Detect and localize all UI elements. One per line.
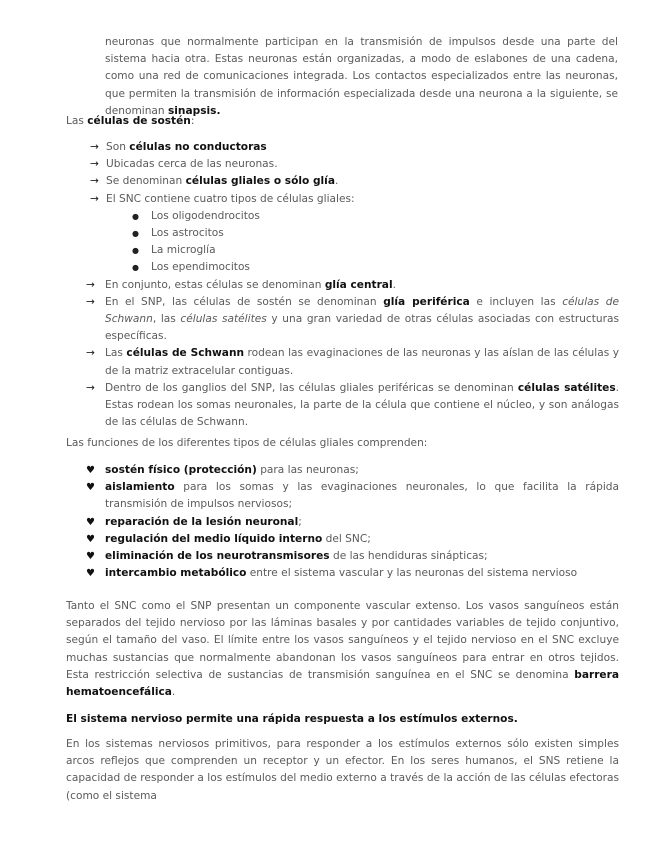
list-item: ♥ sostén físico (protección) para las neuronas; — [66, 462, 619, 479]
bullet-icon: ● — [132, 211, 139, 221]
list-item: → En conjunto, estas células se denominan glía central. — [66, 277, 619, 294]
heart-icon: ♥ — [86, 551, 95, 563]
list-item: ♥ aislamiento para los somas y las evaginaciones neuronales, lo que facilita la rápida transmisión de impulsos nerviosos; — [86, 481, 619, 511]
heart-icon: ♥ — [86, 465, 95, 476]
list-item: → Son células no conductoras — [66, 139, 619, 156]
glial-types-container — [66, 208, 619, 277]
list-item: ♥ intercambio metabólico entre el sistema vascular y las neuronas del sistema nervioso — [66, 565, 619, 582]
arrow-icon: → — [86, 278, 95, 291]
closing-paragraph: En los sistemas nerviosos primitivos, para responder a los estímulos externos sólo existen simples arcos reflejos que comprenden un receptor y un efector. En los seres humanos, el SNS retiene la capacidad de responder a los estímulos del medio externo a través de la acción de las células efectoras (como el sistema — [66, 738, 619, 802]
list-item: → Dentro de los ganglios del SNP, las células gliales periféricas se denominan células satélites. Estas rodean los somas neuronales, la parte de la célula que contiene el núcleo, y son análogas de las células de Schwann. — [86, 381, 620, 429]
list-item: ● Los oligodendrocitos — [66, 208, 619, 225]
list-item: ♥ reparación de la lesión neuronal; — [66, 514, 619, 531]
heart-icon: ♥ — [86, 568, 95, 580]
bullet-icon: ● — [132, 246, 139, 256]
heart-icon: ♥ — [86, 482, 95, 494]
arrow-icon: → — [86, 381, 95, 394]
term-barrera-hematoencefalica: barrera hematoencefálica — [66, 668, 619, 699]
term-sinapsis: sinapsis. — [168, 104, 221, 117]
list-item: → Las células de Schwann rodean las evaginaciones de las neuronas y las aíslan de las células y de la matriz extracelular contiguas. — [86, 347, 620, 377]
intro-paragraph — [105, 34, 618, 120]
list-item: ● Los astrocitos — [66, 225, 619, 242]
arrow-icon: → — [90, 175, 99, 188]
list-item: → Se denominan células gliales o sólo glía. — [66, 173, 619, 190]
functions-heading: Las funciones de los diferentes tipos de células gliales comprenden: — [66, 437, 428, 449]
arrow-icon: → — [90, 192, 99, 205]
heart-icon: ♥ — [86, 533, 95, 545]
intro-text: neuronas que normalmente participan en la transmisión de impulsos desde una parte del sistema hacia otra. Estas neuronas están organizadas, a modo de eslabones de una cadena, como una red de comunicaciones integrada. Los contactos especializados entre las neuronas, que permiten la transmisión de información especializada desde una neurona a la siguiente, se denominan — [105, 36, 618, 117]
list-item: ♥ eliminación de los neurotransmisores de las hendiduras sinápticas; — [66, 548, 619, 565]
list-item: → Ubicadas cerca de las neuronas. — [66, 156, 619, 173]
bullet-icon: ● — [132, 263, 139, 273]
term-celulas-sosten: células de sostén — [87, 115, 191, 127]
functions-list — [66, 462, 619, 582]
arrow-icon: → — [86, 295, 95, 308]
section-subtitle: El sistema nervioso permite una rápida respuesta a los estímulos externos. — [66, 713, 518, 725]
list-item: → En el SNP, las células de sostén se denominan glía periférica e incluyen las células de Schwann, las células satélites y una gran variedad de otras células asociadas con estructuras específicas. — [86, 295, 619, 343]
bullet-icon: ● — [132, 229, 139, 239]
list-item: ♥ regulación del medio líquido interno del SNC; — [66, 531, 619, 548]
arrow-icon: → — [90, 141, 99, 153]
vascular-paragraph: Tanto el SNC como el SNP presentan un componente vascular extenso. Los vasos sanguíneos están separados del tejido nervioso por las láminas basales y por cantidades variables de tejido conjuntivo, según el tamaño del vaso. El límite entre los vasos sanguíneos y el tejido nervioso en el SNC excluye muchas sustancias que normalmente abandonan los vasos sanguíneos para entrar en otros tejidos. Esta restricción selectiva de sustancias de transmisión sanguínea en el SNC se denomina barrera hematoencefálica. — [66, 600, 619, 699]
list-item: → El SNC contiene cuatro tipos de células gliales: — [66, 191, 619, 208]
arrow-icon: → — [86, 347, 95, 360]
support-cells-heading: Las células de sostén: — [66, 115, 195, 127]
heart-icon: ♥ — [86, 516, 95, 528]
support-cells-list — [66, 139, 619, 431]
arrow-icon: → — [90, 158, 99, 171]
list-item: ● Los ependimocitos — [66, 259, 619, 276]
list-item: ● La microglía — [66, 242, 619, 259]
glial-types-list — [66, 208, 619, 277]
